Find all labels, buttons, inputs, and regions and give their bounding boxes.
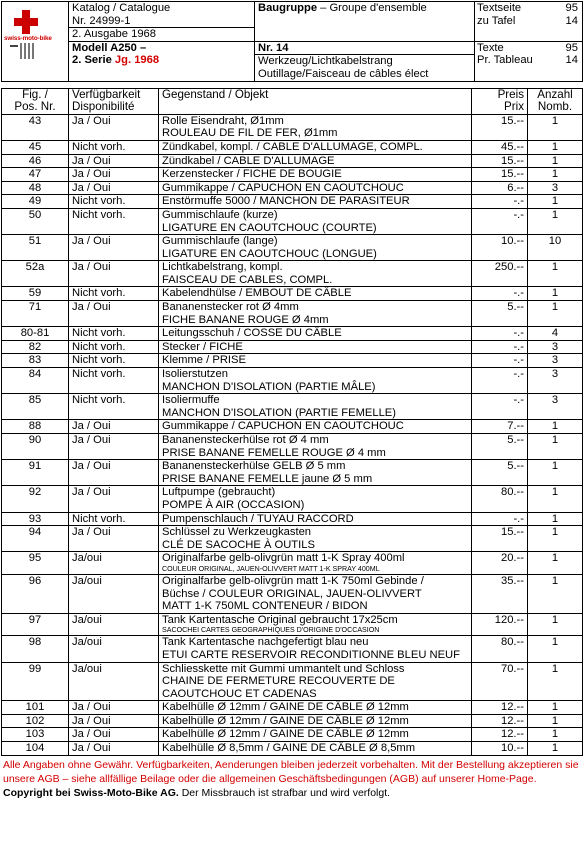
- pos-number: 48: [2, 181, 69, 195]
- object-line: CAOUTCHOUC ET CADENAS: [162, 687, 317, 700]
- price: 15.--: [472, 168, 528, 182]
- table-row: [2, 208, 583, 234]
- object-description: [159, 340, 472, 354]
- table-row: [2, 354, 583, 368]
- availability: Ja / Oui: [69, 114, 159, 140]
- pos-number: 93: [2, 512, 69, 526]
- object-line: LIGATURE EN CAOUTCHOUC (COURTE): [162, 221, 377, 234]
- pos-number: 90: [2, 434, 69, 460]
- availability: Ja/oui: [69, 636, 159, 662]
- group-label-rest: – Groupe d'ensemble: [317, 2, 427, 14]
- catalog-page: [1, 1, 582, 800]
- price: 5.--: [472, 434, 528, 460]
- object-line: Zündkabel / CABLE D'ALLUMAGE: [162, 154, 335, 167]
- table-row: [2, 154, 583, 168]
- price: -.-: [472, 340, 528, 354]
- availability: Nicht vorh.: [69, 394, 159, 420]
- quantity: 1: [528, 208, 583, 234]
- object-line: Gummischlaufe (lange): [162, 235, 278, 248]
- object-description: [159, 460, 472, 486]
- quantity: 3: [528, 181, 583, 195]
- pos-number: 49: [2, 195, 69, 209]
- price: -.-: [472, 195, 528, 209]
- availability: Ja / Oui: [69, 420, 159, 434]
- price: 7.--: [472, 420, 528, 434]
- group-desc-cell: [255, 55, 475, 81]
- price: 80.--: [472, 486, 528, 512]
- object-line: Kerzenstecker / FICHE DE BOUGIE: [162, 168, 342, 181]
- object-description: [159, 354, 472, 368]
- quantity: 1: [528, 742, 583, 756]
- table-row: [2, 742, 583, 756]
- table-row: [2, 340, 583, 354]
- parts-table-body: [2, 114, 583, 755]
- object-description: [159, 701, 472, 715]
- swiss-cross-icon: [8, 6, 44, 38]
- object-line: Originalfarbe gelb-olivgrün matt 1-K Spray 400ml: [162, 552, 405, 565]
- price: -.-: [472, 354, 528, 368]
- object-line: Büchse / COULEUR ORIGINAL, JAUEN-OLIVVERT: [162, 587, 422, 600]
- table-row: [2, 181, 583, 195]
- pos-number: 94: [2, 526, 69, 552]
- availability: Ja / Oui: [69, 235, 159, 261]
- availability: Nicht vorh.: [69, 512, 159, 526]
- pos-number: 47: [2, 168, 69, 182]
- object-line: LIGATURE EN CAOUTCHOUC (LONGUE): [162, 247, 377, 260]
- price: 6.--: [472, 181, 528, 195]
- catalog-cell: [69, 2, 255, 28]
- model-series: 2. Serie: [72, 54, 115, 67]
- price: 250.--: [472, 261, 528, 287]
- object-description: [159, 714, 472, 728]
- pr-tableau-value: 14: [565, 54, 578, 67]
- table-row: [2, 368, 583, 394]
- availability: Ja/oui: [69, 574, 159, 613]
- price: 12.--: [472, 714, 528, 728]
- table-row: [2, 460, 583, 486]
- quantity: 1: [528, 261, 583, 287]
- price: 10.--: [472, 235, 528, 261]
- availability: Ja / Oui: [69, 526, 159, 552]
- table-row: [2, 486, 583, 512]
- textseite-label: Textseite: [477, 2, 522, 14]
- col-object: Gegenstand / Objekt: [159, 88, 472, 114]
- pos-number: 99: [2, 662, 69, 701]
- availability: Ja / Oui: [69, 714, 159, 728]
- object-description: [159, 613, 472, 636]
- availability: Ja / Oui: [69, 742, 159, 756]
- object-description: [159, 154, 472, 168]
- table-row: [2, 552, 583, 575]
- object-line: Gummikappe / CAPUCHON EN CAOUTCHOUC: [162, 181, 404, 194]
- availability: Ja / Oui: [69, 701, 159, 715]
- price: -.-: [472, 327, 528, 341]
- quantity: 1: [528, 140, 583, 154]
- pos-number: 85: [2, 394, 69, 420]
- pos-number: 96: [2, 574, 69, 613]
- quantity: 10: [528, 235, 583, 261]
- model-year: Jg. 1968: [114, 54, 160, 67]
- availability: Nicht vorh.: [69, 287, 159, 301]
- quantity: 1: [528, 301, 583, 327]
- price: -.-: [472, 208, 528, 234]
- quantity: 3: [528, 368, 583, 394]
- object-line: Bananenstecker rot Ø 4mm: [162, 301, 299, 314]
- object-description: [159, 301, 472, 327]
- object-line: Bananensteckerhülse GELB Ø 5 mm: [162, 460, 346, 473]
- object-line: CLÉ DE SACOCHE À OUTILS: [162, 538, 315, 551]
- pos-number: 91: [2, 460, 69, 486]
- price: 5.--: [472, 301, 528, 327]
- textseite-cell: [475, 2, 583, 42]
- availability: Ja / Oui: [69, 301, 159, 327]
- object-line: MANCHON D'ISOLATION (PARTIE FEMELLE): [162, 406, 396, 419]
- pos-number: 101: [2, 701, 69, 715]
- price: 5.--: [472, 460, 528, 486]
- availability: Ja / Oui: [69, 261, 159, 287]
- group-desc-fr: Outillage/Faisceau de câbles élect: [258, 67, 429, 80]
- model-cell: [69, 41, 255, 81]
- table-row: [2, 714, 583, 728]
- texte-value: 95: [565, 41, 578, 54]
- quantity: 3: [528, 340, 583, 354]
- pos-number: 46: [2, 154, 69, 168]
- quantity: 1: [528, 460, 583, 486]
- quantity: 4: [528, 327, 583, 341]
- pos-number: 51: [2, 235, 69, 261]
- object-description: [159, 327, 472, 341]
- object-description: [159, 636, 472, 662]
- zu-tafel-label: zu Tafel: [477, 14, 516, 27]
- pos-number: 84: [2, 368, 69, 394]
- availability: Ja/oui: [69, 613, 159, 636]
- availability: Ja/oui: [69, 662, 159, 701]
- table-row: [2, 526, 583, 552]
- object-description: [159, 574, 472, 613]
- quantity: 1: [528, 420, 583, 434]
- availability: Ja/oui: [69, 552, 159, 575]
- object-description: [159, 486, 472, 512]
- quantity: 1: [528, 512, 583, 526]
- quantity: 1: [528, 486, 583, 512]
- pos-number: 104: [2, 742, 69, 756]
- model-line2: [72, 54, 251, 67]
- quantity: 1: [528, 662, 583, 701]
- object-line: PRISE BANANE FEMELLE jaune Ø 5 mm: [162, 472, 373, 485]
- quantity: 1: [528, 114, 583, 140]
- object-line: Kabelhülle Ø 12mm / GAINE DE CÂBLE Ø 12mm: [162, 728, 409, 741]
- quantity: 3: [528, 394, 583, 420]
- textseite-value: 95: [565, 2, 578, 14]
- object-line: ETUI CARTE RESERVOIR RECONDITIONNE BLEU NEUF: [162, 648, 460, 661]
- catalog-label: Katalog / Catalogue: [72, 2, 171, 14]
- pr-tableau-label: Pr. Tableau: [477, 54, 533, 67]
- pos-number: 98: [2, 636, 69, 662]
- object-line: Zündkabel, kompl. / CABLE D'ALLUMAGE, COMPL.: [162, 140, 423, 153]
- availability: Nicht vorh.: [69, 327, 159, 341]
- object-subtitle: COULEUR ORIGINAL, JAUEN-OLIVVERT MATT 1-K SPRAY 400ML: [162, 564, 380, 573]
- quantity: 1: [528, 287, 583, 301]
- quantity: 1: [528, 526, 583, 552]
- quantity: 1: [528, 168, 583, 182]
- quantity: 1: [528, 434, 583, 460]
- object-line: MATT 1-K 750ML CONTENEUR / BIDON: [162, 600, 368, 613]
- edition-cell: 2. Ausgabe 1968: [69, 28, 255, 42]
- object-line: Luftpumpe (gebraucht): [162, 486, 276, 499]
- object-line: FICHE BANANE ROUGE Ø 4mm: [162, 313, 329, 326]
- availability: Nicht vorh.: [69, 368, 159, 394]
- object-line: Kabelendhülse / EMBOUT DE CÂBLE: [162, 287, 352, 300]
- pos-number: 80-81: [2, 327, 69, 341]
- pos-number: 52a: [2, 261, 69, 287]
- table-row: [2, 235, 583, 261]
- quantity: 1: [528, 574, 583, 613]
- parts-table: [1, 88, 583, 756]
- pos-number: 83: [2, 354, 69, 368]
- object-description: [159, 728, 472, 742]
- table-row: [2, 287, 583, 301]
- group-nr-cell: Nr. 14: [255, 41, 475, 55]
- availability: Ja / Oui: [69, 181, 159, 195]
- table-row: [2, 327, 583, 341]
- price: 15.--: [472, 114, 528, 140]
- footer-copyright: Copyright bei Swiss-Moto-Bike AG.: [3, 786, 179, 799]
- table-row: [2, 261, 583, 287]
- object-subtitle: SACOCHEI CARTES GEOGRAPHIQUES D'ORIGINE D'OCCASION: [162, 626, 380, 635]
- logo-stripes-icon: [10, 43, 38, 59]
- availability: Nicht vorh.: [69, 195, 159, 209]
- pos-number: 50: [2, 208, 69, 234]
- object-description: [159, 552, 472, 575]
- object-line: Isolierstutzen: [162, 368, 228, 381]
- pos-number: 97: [2, 613, 69, 636]
- object-line: Schlüssel zu Werkzeugkasten: [162, 526, 312, 539]
- catalog-number: Nr. 24999-1: [72, 14, 131, 27]
- price: 12.--: [472, 701, 528, 715]
- quantity: 1: [528, 636, 583, 662]
- pos-number: 59: [2, 287, 69, 301]
- object-line: Klemme / PRISE: [162, 354, 246, 367]
- footer-notice: [1, 758, 581, 800]
- object-line: Isoliermuffe: [162, 394, 220, 407]
- table-row: [2, 168, 583, 182]
- quantity: 1: [528, 701, 583, 715]
- pos-number: 102: [2, 714, 69, 728]
- object-line: Kabelhülle Ø 12mm / GAINE DE CÂBLE Ø 12mm: [162, 701, 409, 714]
- price: 120.--: [472, 613, 528, 636]
- object-description: [159, 742, 472, 756]
- table-row: [2, 195, 583, 209]
- price: 35.--: [472, 574, 528, 613]
- group-desc-de: Werkzeug/Lichtkabelstrang: [258, 55, 393, 68]
- availability: Ja / Oui: [69, 728, 159, 742]
- object-description: [159, 434, 472, 460]
- col-price: Preis Prix: [472, 88, 528, 114]
- object-line: Schliesskette mit Gummi ummantelt und Schloss: [162, 662, 405, 675]
- object-line: Bananensteckerhülse rot Ø 4 mm: [162, 434, 329, 446]
- object-description: [159, 140, 472, 154]
- object-line: Gummischlaufe (kurze): [162, 208, 278, 221]
- object-line: Rolle Eisendraht, Ø1mm: [162, 114, 284, 127]
- object-description: [159, 181, 472, 195]
- price: 80.--: [472, 636, 528, 662]
- object-description: [159, 526, 472, 552]
- price: -.-: [472, 368, 528, 394]
- group-title: [258, 2, 471, 15]
- object-line: ROULEAU DE FIL DE FER, Ø1mm: [162, 127, 338, 140]
- table-row: [2, 728, 583, 742]
- texte-label: Texte: [477, 41, 504, 54]
- object-line: MANCHON D'ISOLATION (PARTIE MÂLE): [162, 380, 376, 393]
- object-line: Lichtkabelstrang, kompl.: [162, 261, 283, 274]
- object-description: [159, 261, 472, 287]
- pos-number: 45: [2, 140, 69, 154]
- object-description: [159, 235, 472, 261]
- object-description: [159, 368, 472, 394]
- object-line: Kabelhülle Ø 12mm / GAINE DE CÂBLE Ø 12mm: [162, 714, 409, 727]
- price: 45.--: [472, 140, 528, 154]
- swiss-moto-bike-logo: [2, 2, 68, 62]
- pos-number: 103: [2, 728, 69, 742]
- object-description: [159, 114, 472, 140]
- column-header-row: [2, 88, 583, 114]
- object-description: [159, 287, 472, 301]
- availability: Nicht vorh.: [69, 140, 159, 154]
- object-line: Stecker / FICHE: [162, 340, 243, 353]
- quantity: 1: [528, 552, 583, 575]
- object-line: Pumpenschlauch / TUYAU RACCORD: [162, 512, 354, 525]
- price: -.-: [472, 287, 528, 301]
- price: 70.--: [472, 662, 528, 701]
- quantity: 1: [528, 714, 583, 728]
- pos-number: 95: [2, 552, 69, 575]
- footer-disclaimer: Alle Angaben ohne Gewähr. Verfügbarkeiten, Aenderungen bleiben jederzeit vorbehalten. Mit der Bestellung akzeptieren sie unsere AGB – siehe allfällige Beilage oder die allgemeinen Geschäftsbedingungen (AGB) auf unserer Home-Page.: [3, 758, 579, 785]
- pos-number: 71: [2, 301, 69, 327]
- object-line: Leitungsschuh / COSSE DU CÂBLE: [162, 327, 342, 340]
- col-fig: Fig. / Pos. Nr.: [2, 88, 69, 114]
- zu-tafel-value: 14: [565, 14, 578, 27]
- price: 12.--: [472, 728, 528, 742]
- availability: Ja / Oui: [69, 434, 159, 460]
- availability: Nicht vorh.: [69, 340, 159, 354]
- object-description: [159, 420, 472, 434]
- table-row: [2, 301, 583, 327]
- quantity: 1: [528, 195, 583, 209]
- table-row: [2, 140, 583, 154]
- price: 15.--: [472, 526, 528, 552]
- quantity: 1: [528, 154, 583, 168]
- price: 20.--: [472, 552, 528, 575]
- table-row: [2, 420, 583, 434]
- table-row: [2, 613, 583, 636]
- object-description: [159, 208, 472, 234]
- model-line1: Modell A250 –: [72, 41, 147, 54]
- object-description: [159, 512, 472, 526]
- object-line: FAISCEAU DE CABLES, COMPL.: [162, 273, 333, 286]
- table-row: [2, 512, 583, 526]
- object-line: Originalfarbe gelb-olivgrün matt 1-K 750ml Gebinde /: [162, 574, 424, 587]
- object-line: Tank Kartentasche nachgefertigt blau neu: [162, 636, 369, 649]
- availability: Ja / Oui: [69, 168, 159, 182]
- object-line: Gummikappe / CAPUCHON EN CAOUTCHOUC: [162, 420, 404, 433]
- availability: Nicht vorh.: [69, 208, 159, 234]
- availability: Ja / Oui: [69, 460, 159, 486]
- group-title-cell: [255, 2, 475, 42]
- texte-cell: [475, 41, 583, 81]
- pos-number: 92: [2, 486, 69, 512]
- price: -.-: [472, 512, 528, 526]
- object-description: [159, 394, 472, 420]
- price: -.-: [472, 394, 528, 420]
- availability: Ja / Oui: [69, 154, 159, 168]
- footer-misuse: Der Missbrauch ist strafbar und wird verfolgt.: [178, 786, 391, 799]
- object-line: Kabelhülle Ø 8,5mm / GAINE DE CÂBLE Ø 8,5mm: [162, 742, 416, 755]
- quantity: 1: [528, 613, 583, 636]
- pos-number: 88: [2, 420, 69, 434]
- logo-text: swiss-moto-bike: [4, 35, 52, 42]
- pos-number: 43: [2, 114, 69, 140]
- logo-cell: [2, 2, 69, 82]
- object-line: POMPE À AIR (OCCASION): [162, 498, 305, 511]
- availability: Nicht vorh.: [69, 354, 159, 368]
- object-line: CHAINE DE FERMETURE RECOUVERTE DE: [162, 675, 395, 688]
- table-row: [2, 701, 583, 715]
- object-description: [159, 195, 472, 209]
- price: 15.--: [472, 154, 528, 168]
- availability: Ja / Oui: [69, 486, 159, 512]
- quantity: 1: [528, 728, 583, 742]
- object-description: [159, 168, 472, 182]
- price: 10.--: [472, 742, 528, 756]
- pos-number: 82: [2, 340, 69, 354]
- table-row: [2, 394, 583, 420]
- col-qty: Anzahl Nomb.: [528, 88, 583, 114]
- table-row: [2, 114, 583, 140]
- object-description: [159, 662, 472, 701]
- quantity: 3: [528, 354, 583, 368]
- col-availability: Verfügbarkeit Disponibilité: [69, 88, 159, 114]
- table-row: [2, 636, 583, 662]
- header-table: [1, 1, 583, 82]
- object-line: Enstörmuffe 5000 / MANCHON DE PARASITEUR: [162, 195, 410, 208]
- object-line: PRISE BANANE FEMELLE ROUGE Ø 4 mm: [162, 446, 386, 459]
- table-row: [2, 662, 583, 701]
- table-row: [2, 434, 583, 460]
- group-label-bold: Baugruppe: [258, 2, 318, 14]
- table-row: [2, 574, 583, 613]
- object-line: Tank Kartentasche Original gebraucht 17x25cm: [162, 613, 398, 626]
